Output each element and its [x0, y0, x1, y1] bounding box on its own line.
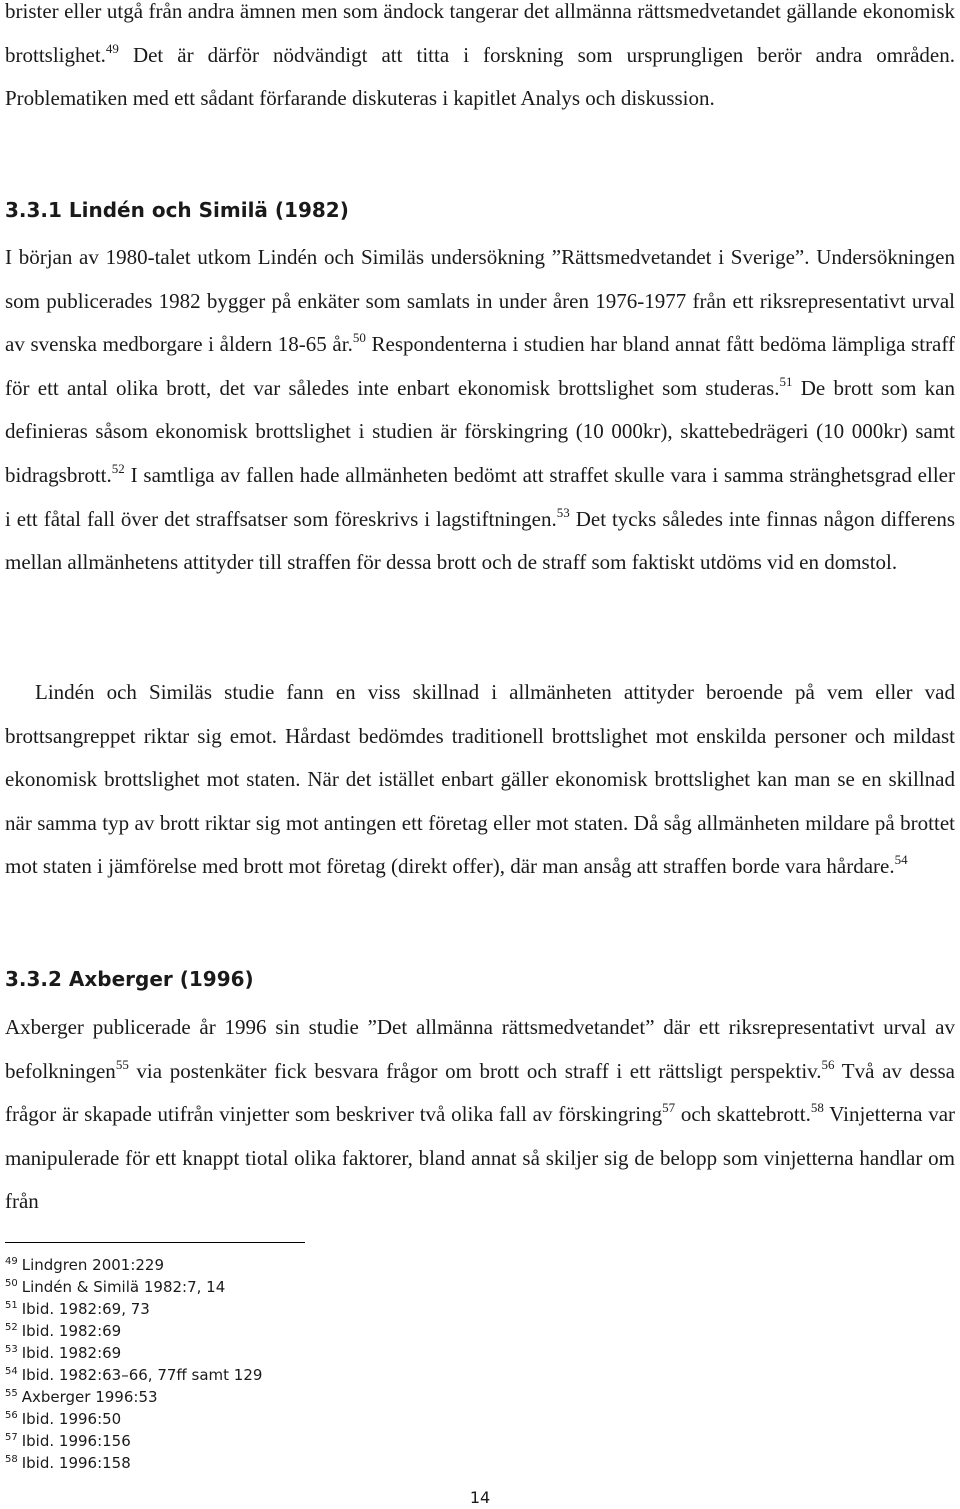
footnote-number: 55	[5, 1388, 18, 1399]
footnote-item	[5, 1298, 262, 1320]
s1p1-text-4: I samtliga av fallen hade allmänheten bedömt att straffet skulle vara i samma stränghetsgrad eller i ett fåtal fall över det straffsatser som föreskrivs i lagstiftningen.	[5, 462, 955, 531]
footnote-item	[5, 1364, 262, 1386]
footnote-number: 52	[5, 1322, 18, 1333]
section1-paragraph-2	[5, 671, 955, 889]
footnote-ref-54[interactable]: 54	[894, 852, 908, 868]
intro-text-2: Det är därför nödvändigt att titta i forskning som ursprungligen berör andra områden. Problematiken med ett sådant förfarande diskuteras i kapitlet Analys och diskussion.	[5, 42, 955, 111]
section-heading-axberger: 3.3.2 Axberger (1996)	[5, 967, 254, 991]
s1p1-text-3: De brott som kan definieras såsom ekonomisk brottslighet i studien är förskingring (10 000kr), skattebedrägeri (10 000kr) samt bidragsbrott.	[5, 375, 955, 487]
footnote-separator	[5, 1242, 305, 1243]
footnote-text: Axberger 1996:53	[21, 1388, 158, 1406]
page-number: 14	[469, 1488, 491, 1507]
footnote-item	[5, 1386, 262, 1408]
footnote-item	[5, 1254, 262, 1276]
footnote-text: Lindén & Similä 1982:7, 14	[21, 1278, 226, 1296]
footnote-text: Ibid. 1982:69, 73	[21, 1300, 150, 1318]
footnote-number: 54	[5, 1366, 18, 1377]
s2p1-text-1: Axberger publicerade år 1996 sin studie ”Det allmänna rättsmedvetandet” där ett riksrepresentativt urval av befolkningen	[5, 1015, 955, 1083]
footnote-ref-55[interactable]: 55	[115, 1056, 129, 1072]
s2p1-text-3: Två av dessa frågor är skapade utifrån vinjetter som beskriver två olika fall av förskingring	[5, 1058, 955, 1127]
section-heading-linden-simila: 3.3.1 Lindén och Similä (1982)	[5, 198, 349, 222]
footnote-number: 53	[5, 1344, 18, 1355]
footnote-ref-53[interactable]: 53	[556, 504, 570, 520]
footnote-item	[5, 1430, 262, 1452]
s1p2-text-1: Lindén och Similäs studie fann en viss skillnad i allmänheten attityder beroende på vem eller vad brottsangreppet riktar sig emot. Hårdast bedömdes traditionell brottslighet mot enskilda personer och mildast ekonomisk brottslighet mot staten. När det istället enbart gäller ekonomisk brottslighet kan man se en skillnad när samma typ av brott riktar sig mot antingen ett företag eller mot staten. Då såg allmänheten mildare på brottet mot staten i jämförelse med brott mot företag (direkt offer), där man ansåg att straffen borde vara hårdare.	[5, 680, 955, 879]
footnote-text: Ibid. 1982:69	[21, 1322, 122, 1340]
footnote-number: 50	[5, 1278, 18, 1289]
footnote-text: Ibid. 1996:50	[21, 1410, 122, 1428]
s1p1-text-5: Det tycks således inte finnas någon differens mellan allmänhetens attityder till straffen för dessa brott och de straff som faktiskt utdöms vid en domstol.	[5, 506, 956, 575]
intro-paragraph	[5, 0, 955, 121]
footnote-number: 49	[5, 1256, 18, 1267]
footnote-number: 57	[5, 1432, 18, 1443]
footnote-ref-56[interactable]: 56	[821, 1056, 835, 1072]
footnote-item	[5, 1276, 262, 1298]
footnote-text: Ibid. 1996:156	[21, 1432, 131, 1450]
s2p1-text-5: Vinjetterna var manipulerade för ett knappt tiotal olika faktorer, bland annat så skiljer sig de belopp som vinjetterna handlar om från	[5, 1102, 956, 1214]
footnote-ref-58[interactable]: 58	[810, 1100, 824, 1116]
footnote-ref-51[interactable]: 51	[779, 373, 793, 389]
footnote-text: Ibid. 1982:69	[21, 1344, 122, 1362]
footnote-number: 51	[5, 1300, 18, 1311]
s1p1-text-1: I början av 1980-talet utkom Lindén och Similäs undersökning ”Rättsmedvetandet i Sverige”. Undersökningen som publicerades 1982 bygger på enkäter som samlats in under åren 1976-1977 från ett riksrepresentativt urval av svenska medborgare i åldern 18-65 år.	[5, 245, 955, 357]
footnote-text: Ibid. 1982:63–66, 77ff samt 129	[21, 1366, 263, 1384]
footnote-text: Lindgren 2001:229	[21, 1256, 165, 1274]
s2p1-text-2: via postenkäter fick besvara frågor om brott och straff i ett rättsligt perspektiv.	[128, 1058, 822, 1083]
section1-paragraph-1	[5, 236, 955, 585]
footnote-item	[5, 1342, 262, 1364]
s2p1-text-4: och skattebrott.	[675, 1102, 811, 1127]
footnote-ref-52[interactable]: 52	[111, 460, 125, 476]
section2-paragraph-1	[5, 1006, 955, 1224]
footnote-list	[5, 1254, 262, 1474]
footnote-item	[5, 1320, 262, 1342]
footnote-ref-50[interactable]: 50	[352, 330, 366, 346]
footnote-item	[5, 1408, 262, 1430]
s1p1-text-2: Respondenterna i studien har bland annat fått bedöma lämpliga straff för ett antal olika brott, det var således inte enbart ekonomisk brottslighet som studeras.	[5, 332, 955, 400]
footnote-ref-49[interactable]: 49	[105, 40, 119, 56]
footnote-item	[5, 1452, 262, 1474]
intro-text-1: brister eller utgå från andra ämnen men som ändock tangerar det allmänna rättsmedvetandet gällande ekonomisk brottslighet.	[5, 0, 955, 67]
footnote-text: Ibid. 1996:158	[21, 1454, 131, 1472]
footnote-number: 58	[5, 1454, 18, 1465]
footnote-ref-57[interactable]: 57	[662, 1100, 676, 1116]
footnote-number: 56	[5, 1410, 18, 1421]
document-page	[5, 0, 955, 1509]
